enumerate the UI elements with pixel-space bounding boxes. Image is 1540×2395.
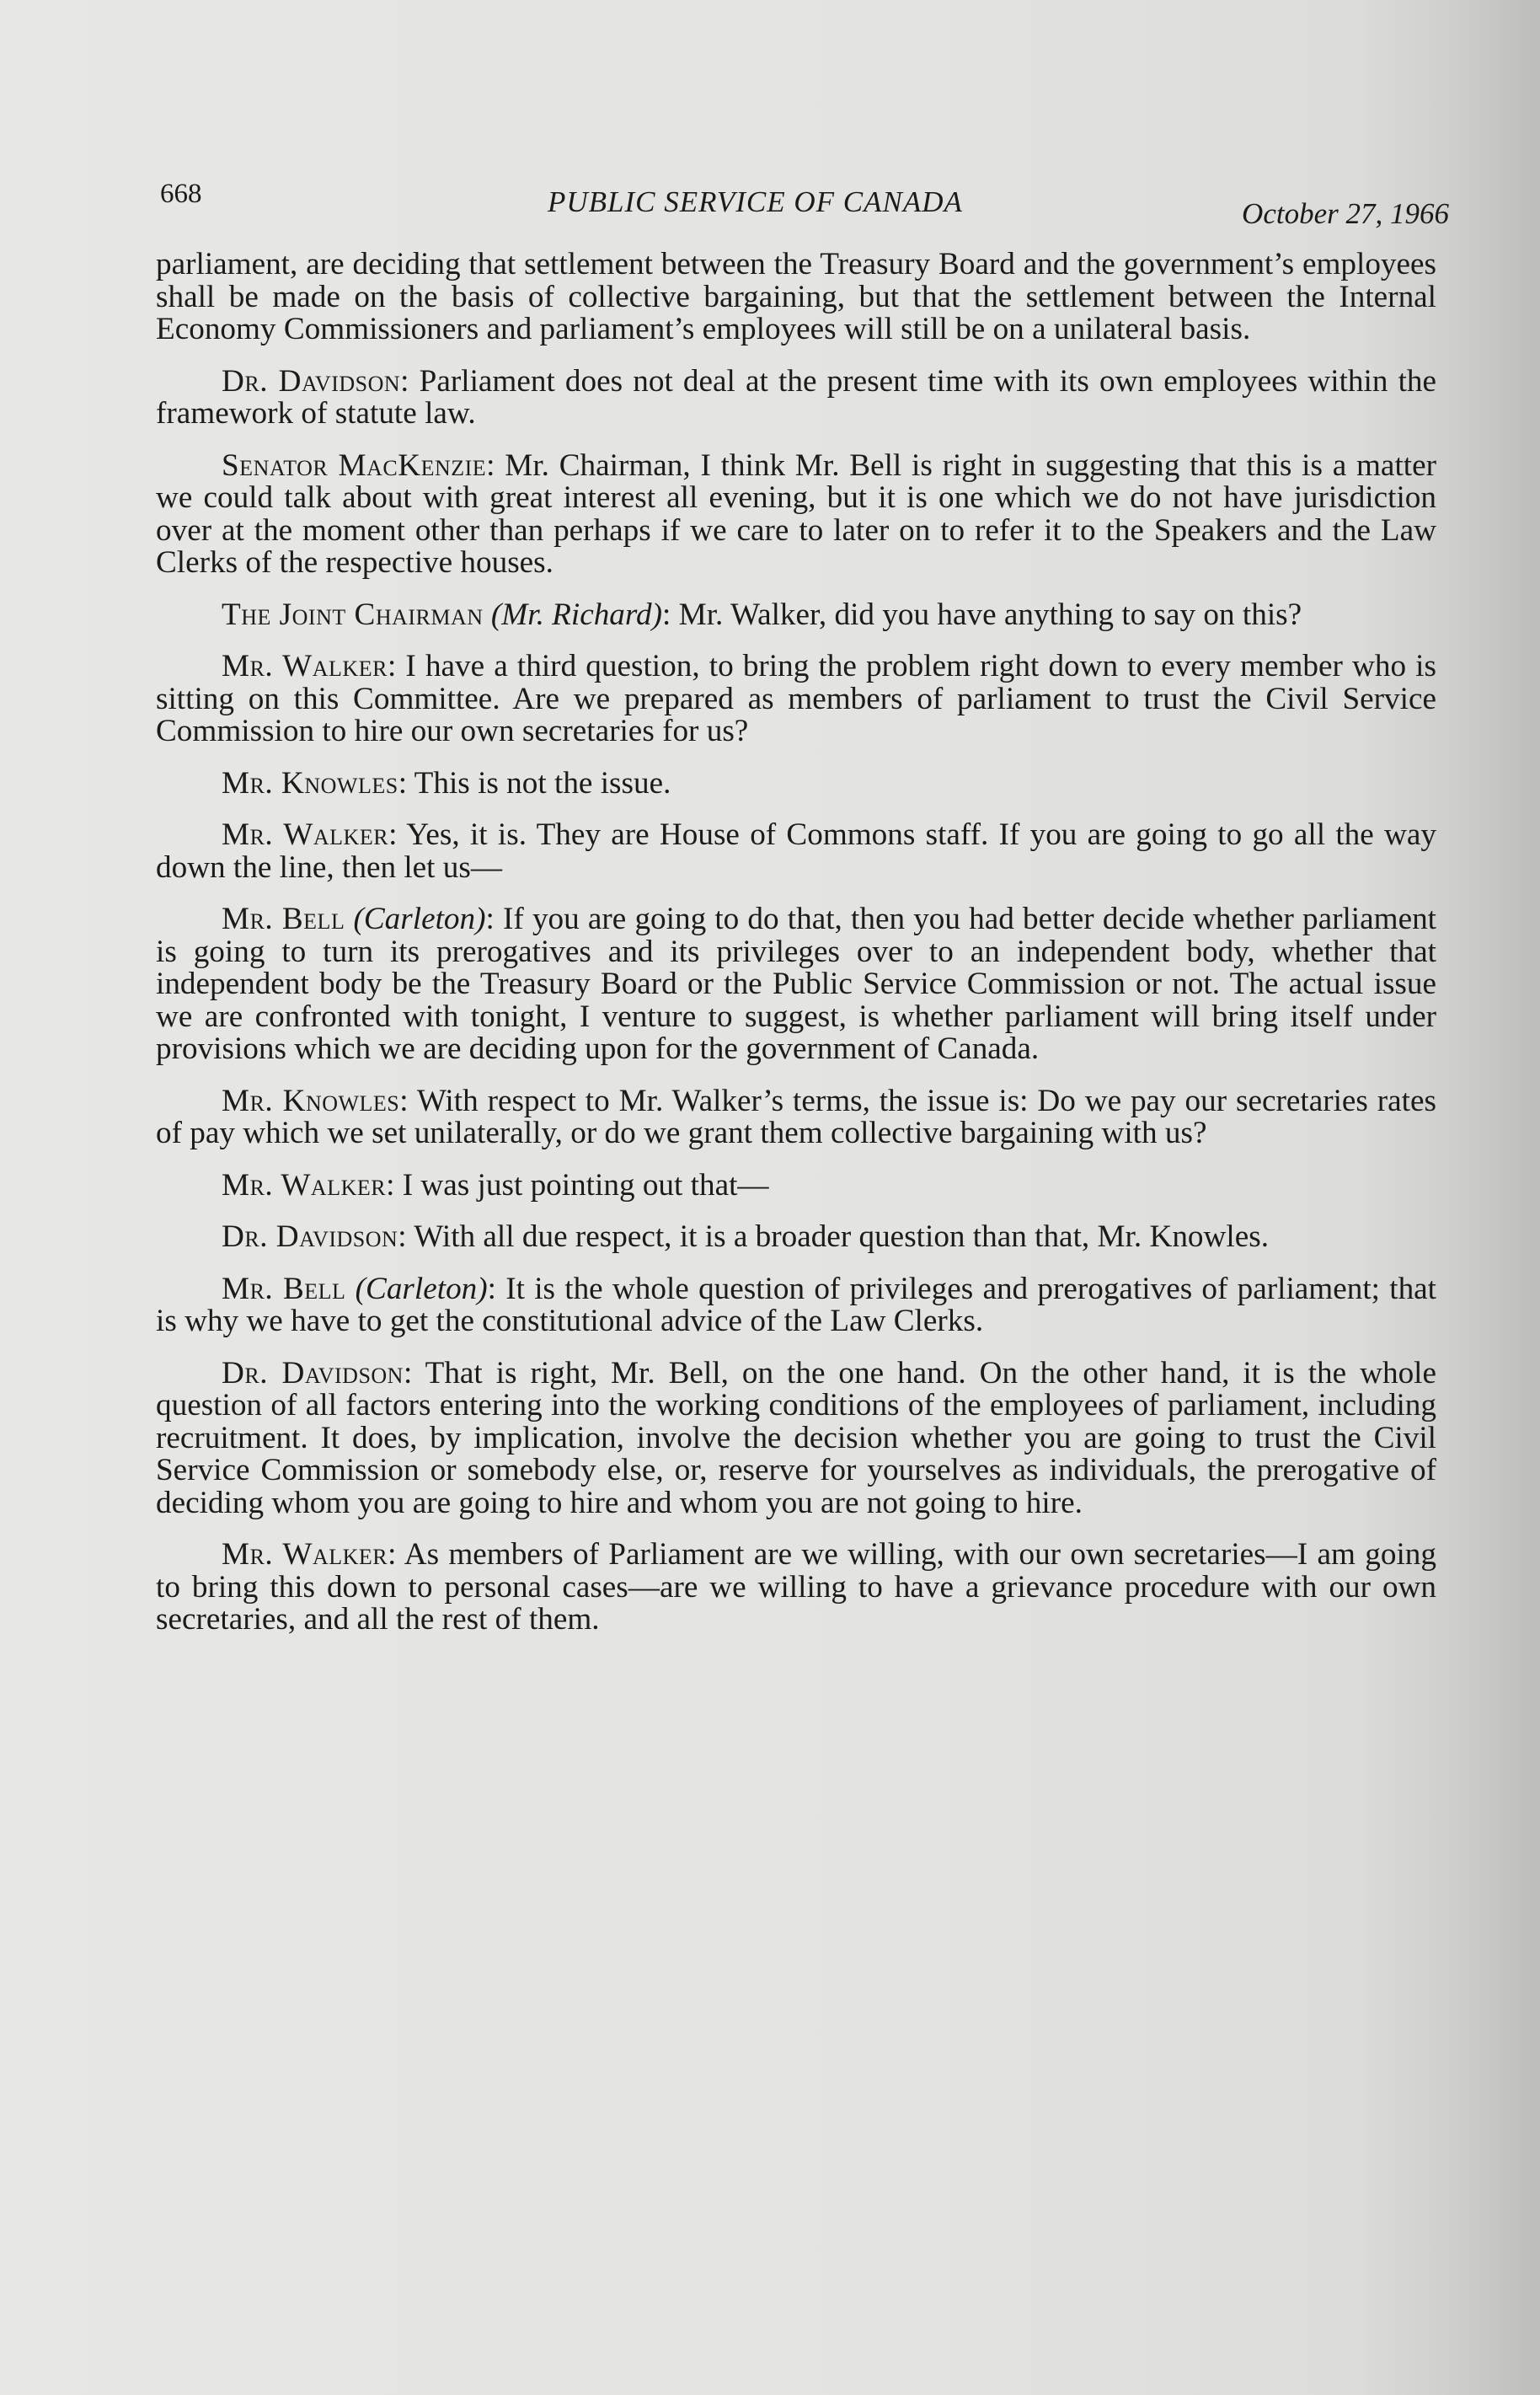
speaker-colon: :: [398, 1219, 407, 1254]
paragraph-text: If you are going to do that, then you had better decide whether parliament is going to turn its prerogatives and its privileges over to an independent body, whether that independent body be the Treasury Board or the Public Service Commission or not. The actual issue we are confronted with tonight, I venture to suggest, is whether parliament will bring itself under provisions which we are deciding upon for the government of Canada.: [156, 902, 1436, 1066]
paragraph-text: I was just pointing out that—: [394, 1167, 769, 1203]
transcript-body: [156, 249, 1436, 1656]
paragraph-text: With respect to Mr. Walker’s terms, the issue is: Do we pay our secretaries rates of pay which we set unilaterally, or do we grant them collective bargaining with us?: [156, 1083, 1436, 1150]
speaker-name: Mr. Knowles: [222, 765, 398, 801]
speaker-name: Dr. Davidson: [222, 1355, 404, 1390]
paragraph-text: That is right, Mr. Bell, on the one hand. On the other hand, it is the whole question of all factors entering into the working conditions of the employees of parliament, including recruitment. It does, by implication, involve the decision whether you are going to trust the Civil Service Commission or somebody else, or, reserve for yourselves as individuals, the prerogative of deciding whom you are going to hire and whom you are not going to hire.: [156, 1355, 1436, 1520]
paragraph: [156, 651, 1436, 748]
speaker-colon: :: [661, 597, 671, 632]
paragraph: [156, 1221, 1436, 1254]
paragraph: [156, 1167, 1436, 1203]
speaker-name: Dr. Davidson: [222, 1219, 398, 1254]
paragraph: [156, 1539, 1436, 1637]
paragraph: [156, 903, 1436, 1066]
speaker-colon: :: [399, 1083, 409, 1118]
paragraph: [156, 1273, 1436, 1338]
page-number: 668: [160, 179, 202, 209]
paragraph: [156, 765, 1436, 801]
header-date: October 27, 1966: [1242, 197, 1449, 230]
paragraph-text: Parliament does not deal at the present time with its own employees within the framework of statute law.: [156, 363, 1437, 431]
paragraph-text: Yes, it is. They are House of Commons staff. If you are going to go all the way down the line, then let us—: [156, 817, 1436, 885]
paragraph: [156, 447, 1436, 580]
paragraph-text: I have a third question, to bring the problem right down to every member who is sitting on this Committee. Are we prepared as members of parliament to trust the Civil Service Commission to hire our own secretaries for us?: [156, 649, 1436, 748]
speaker-name: The Joint Chairman: [222, 597, 484, 632]
paragraph-text: As members of Parliament are we willing, with our own secretaries—I am going to bring this down to personal cases—are we willing to have a grievance procedure with our own secretaries, and all the rest of them.: [156, 1537, 1436, 1637]
speaker-colon: :: [388, 817, 398, 852]
speaker-name: Mr. Walker: [222, 649, 388, 683]
speaker-name: Mr. Bell: [222, 1271, 346, 1306]
speaker-name: Mr. Bell: [222, 902, 345, 936]
paragraph: [156, 1085, 1436, 1150]
paragraph: [156, 819, 1436, 884]
speaker-name: Senator MacKenzie: [222, 447, 487, 483]
paragraph-text: parliament, are deciding that settlement between the Treasury Board and the government’s employees shall be made on the basis of collective bargaining, but that the settlement between the Internal Economy Commissioners and parliament’s employees will still be on a unilateral basis.: [156, 247, 1436, 346]
paragraph: [156, 363, 1437, 431]
speaker-colon: :: [386, 1167, 395, 1203]
speaker-name: Mr. Walker: [222, 817, 389, 852]
speaker-colon: :: [398, 765, 408, 801]
page-header: [160, 179, 1449, 229]
speaker-colon: :: [387, 649, 397, 683]
speaker-aside: (Carleton): [345, 1271, 488, 1306]
speaker-name: Mr. Knowles: [222, 1083, 400, 1118]
speaker-aside: (Mr. Richard): [483, 597, 662, 632]
speaker-name: Mr. Walker: [222, 1537, 388, 1572]
speaker-colon: :: [403, 1355, 413, 1390]
speaker-colon: :: [486, 447, 495, 483]
speaker-colon: :: [485, 902, 495, 936]
speaker-colon: :: [388, 1537, 397, 1572]
paragraph: [156, 249, 1436, 346]
speaker-colon: :: [487, 1271, 496, 1306]
paragraph: [156, 599, 1436, 632]
speaker-name: Mr. Walker: [222, 1167, 387, 1203]
paragraph-text: It is the whole question of privileges and prerogatives of parliament; that is why we have to get the constitutional advice of the Law Clerks.: [156, 1271, 1436, 1338]
running-title: PUBLIC SERVICE OF CANADA: [548, 185, 963, 218]
speaker-name: Dr. Davidson: [222, 363, 401, 399]
paragraph-text: Mr. Walker, did you have anything to say on this?: [671, 597, 1302, 632]
paragraph: [156, 1355, 1436, 1520]
paragraph-text: Mr. Chairman, I think Mr. Bell is right in suggesting that this is a matter we could talk about with great interest all evening, but it is one which we do not have jurisdiction over at the moment other than perhaps if we care to later on to refer it to the Speakers and the Law Clerks of the respective houses.: [156, 447, 1436, 580]
speaker-colon: :: [400, 363, 409, 399]
speaker-aside: (Carleton): [345, 902, 486, 936]
paragraph-text: This is not the issue.: [407, 765, 671, 801]
paragraph-text: With all due respect, it is a broader question than that, Mr. Knowles.: [406, 1219, 1269, 1254]
